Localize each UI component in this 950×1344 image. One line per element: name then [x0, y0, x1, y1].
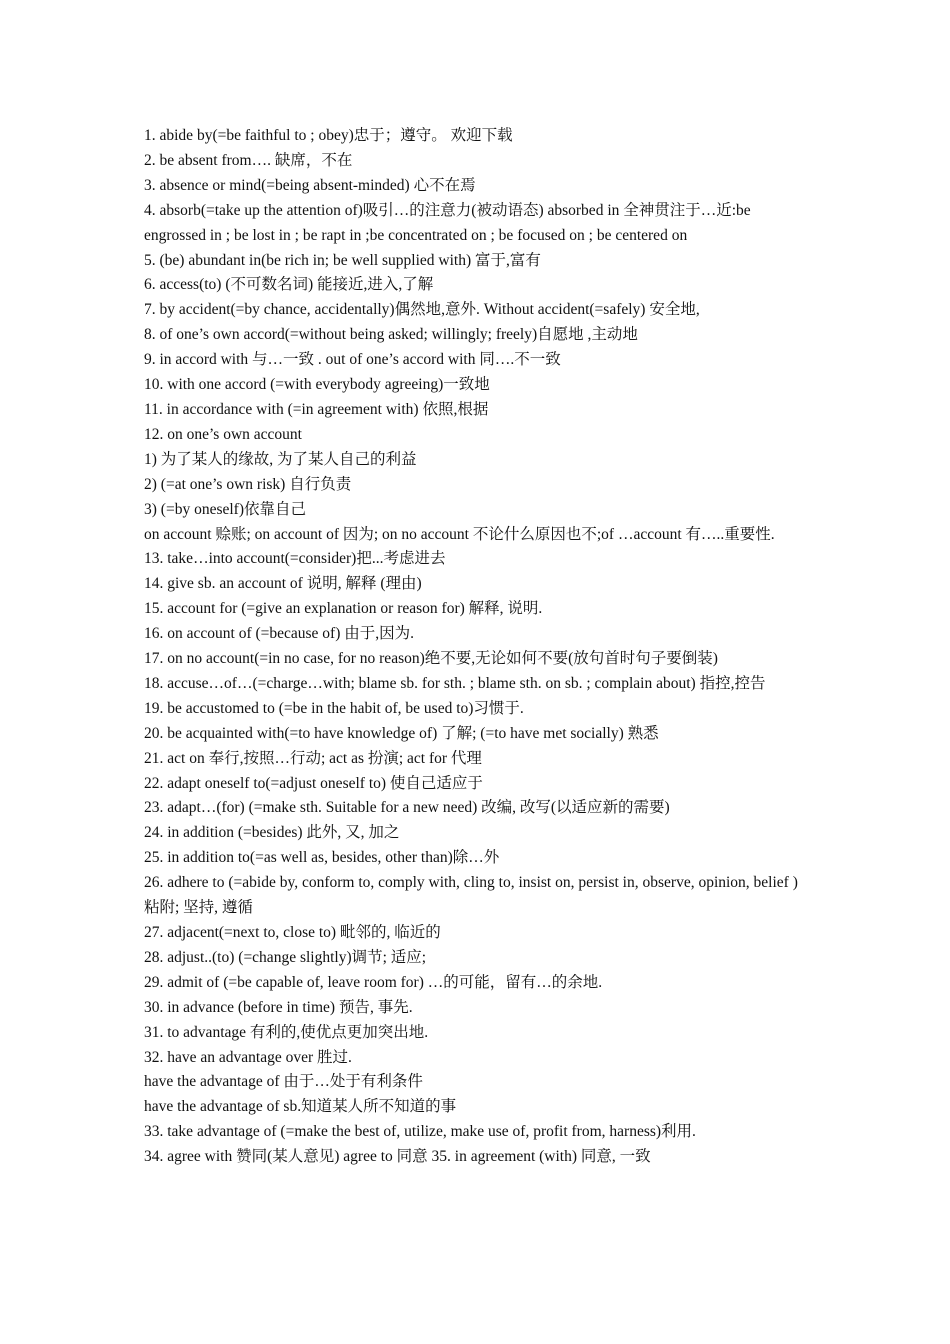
entry-line: 22. adapt oneself to(=adjust oneself to) 使自己适应于: [144, 774, 483, 792]
entry-line: 14. give sb. an account of 说明, 解释 (理由): [144, 575, 422, 593]
entry-line: 1. abide by(=be faithful to ; obey)忠于；遵守。 欢迎下载: [144, 127, 513, 144]
entry-line: 21. act on 奉行,按照…行动; act as 扮演; act for 代理: [144, 749, 482, 767]
entry-line: 4. absorb(=take up the attention of)吸引…的注意力(被动语态) absorbed in 全神贯注于…近:be engrossed in ; be lost in ; be rapt in ;be concentrated on ; be focused on ; be centered on: [144, 201, 751, 244]
entry-subline: 2) (=at one’s own risk) 自行负责: [144, 475, 352, 493]
entry-line: 23. adapt…(for) (=make sth. Suitable for a new need) 改编, 改写(以适应新的需要): [144, 799, 670, 817]
entry-line: 31. to advantage 有利的,使优点更加突出地.: [144, 1023, 429, 1041]
entry-line: 10. with one accord (=with everybody agreeing)一致地: [144, 376, 490, 394]
entry-line: 33. take advantage of (=make the best of, utilize, make use of, profit from, harness)利用.: [144, 1123, 696, 1141]
entry-line: 15. account for (=give an explanation or reason for) 解释, 说明.: [144, 600, 543, 618]
entry-line: 9. in accord with 与…一致 . out of one’s accord with 同….不一致: [144, 351, 561, 369]
entry-line: 5. (be) abundant in(be rich in; be well supplied with) 富于,富有: [144, 251, 541, 269]
entry-line: 16. on account of (=because of) 由于,因为.: [144, 625, 415, 643]
document-body: [144, 124, 812, 1170]
entry-line: 32. have an advantage over 胜过.: [144, 1048, 352, 1066]
entry-line: 11. in accordance with (=in agreement with) 依照,根据: [144, 400, 489, 418]
entry-line: 7. by accident(=by chance, accidentally)偶然地,意外. Without accident(=safely) 安全地,: [144, 301, 700, 319]
entry-subline: have the advantage of sb.知道某人所不知道的事: [144, 1098, 457, 1116]
entry-line: 3. absence or mind(=being absent-minded) 心不在焉: [144, 176, 476, 194]
entry-subline: 1) 为了某人的缘故, 为了某人自己的利益: [144, 450, 417, 468]
entry-line: 34. agree with 赞同(某人意见) agree to 同意 35. in agreement (with) 同意, 一致: [144, 1148, 651, 1166]
entry-subline: on account 赊账; on account of 因为; on no account 不论什么原因也不;of …account 有…..重要性.: [144, 525, 775, 543]
entry-line: 29. admit of (=be capable of, leave room for) …的可能，留有…的余地.: [144, 973, 603, 991]
entry-line: 18. accuse…of…(=charge…with; blame sb. for sth. ; blame sth. on sb. ; complain about) 指控,控告: [144, 674, 766, 692]
entry-line: 30. in advance (before in time) 预告, 事先.: [144, 998, 413, 1016]
entry-line: 26. adhere to (=abide by, conform to, comply with, cling to, insist on, persist in, observe, opinion, belief ) 粘附; 坚持, 遵循: [144, 874, 798, 917]
entry-line: 27. adjacent(=next to, close to) 毗邻的, 临近的: [144, 924, 441, 941]
entry-subline: 3) (=by oneself)依靠自己: [144, 500, 306, 518]
entry-line: 13. take…into account(=consider)把...考虑进去: [144, 550, 446, 568]
entry-line: 8. of one’s own accord(=without being asked; willingly; freely)自愿地 ,主动地: [144, 326, 638, 344]
entry-line: 17. on no account(=in no case, for no reason)绝不要,无论如何不要(放句首时句子要倒装): [144, 650, 718, 668]
entry-line: 24. in addition (=besides) 此外, 又, 加之: [144, 824, 400, 842]
entry-line: 12. on one’s own account: [144, 425, 302, 443]
entry-line: 2. be absent from…. 缺席，不在: [144, 151, 353, 169]
entry-line: 25. in addition to(=as well as, besides, other than)除…外: [144, 849, 500, 867]
entry-line: 20. be acquainted with(=to have knowledge of) 了解; (=to have met socially) 熟悉: [144, 724, 659, 742]
entry-line: 28. adjust..(to) (=change slightly)调节; 适应;: [144, 948, 427, 966]
entry-subline: have the advantage of 由于…处于有利条件: [144, 1073, 423, 1091]
entry-line: 6. access(to) (不可数名词) 能接近,进入,了解: [144, 276, 434, 294]
entry-line: 19. be accustomed to (=be in the habit of, be used to)习惯于.: [144, 699, 524, 717]
